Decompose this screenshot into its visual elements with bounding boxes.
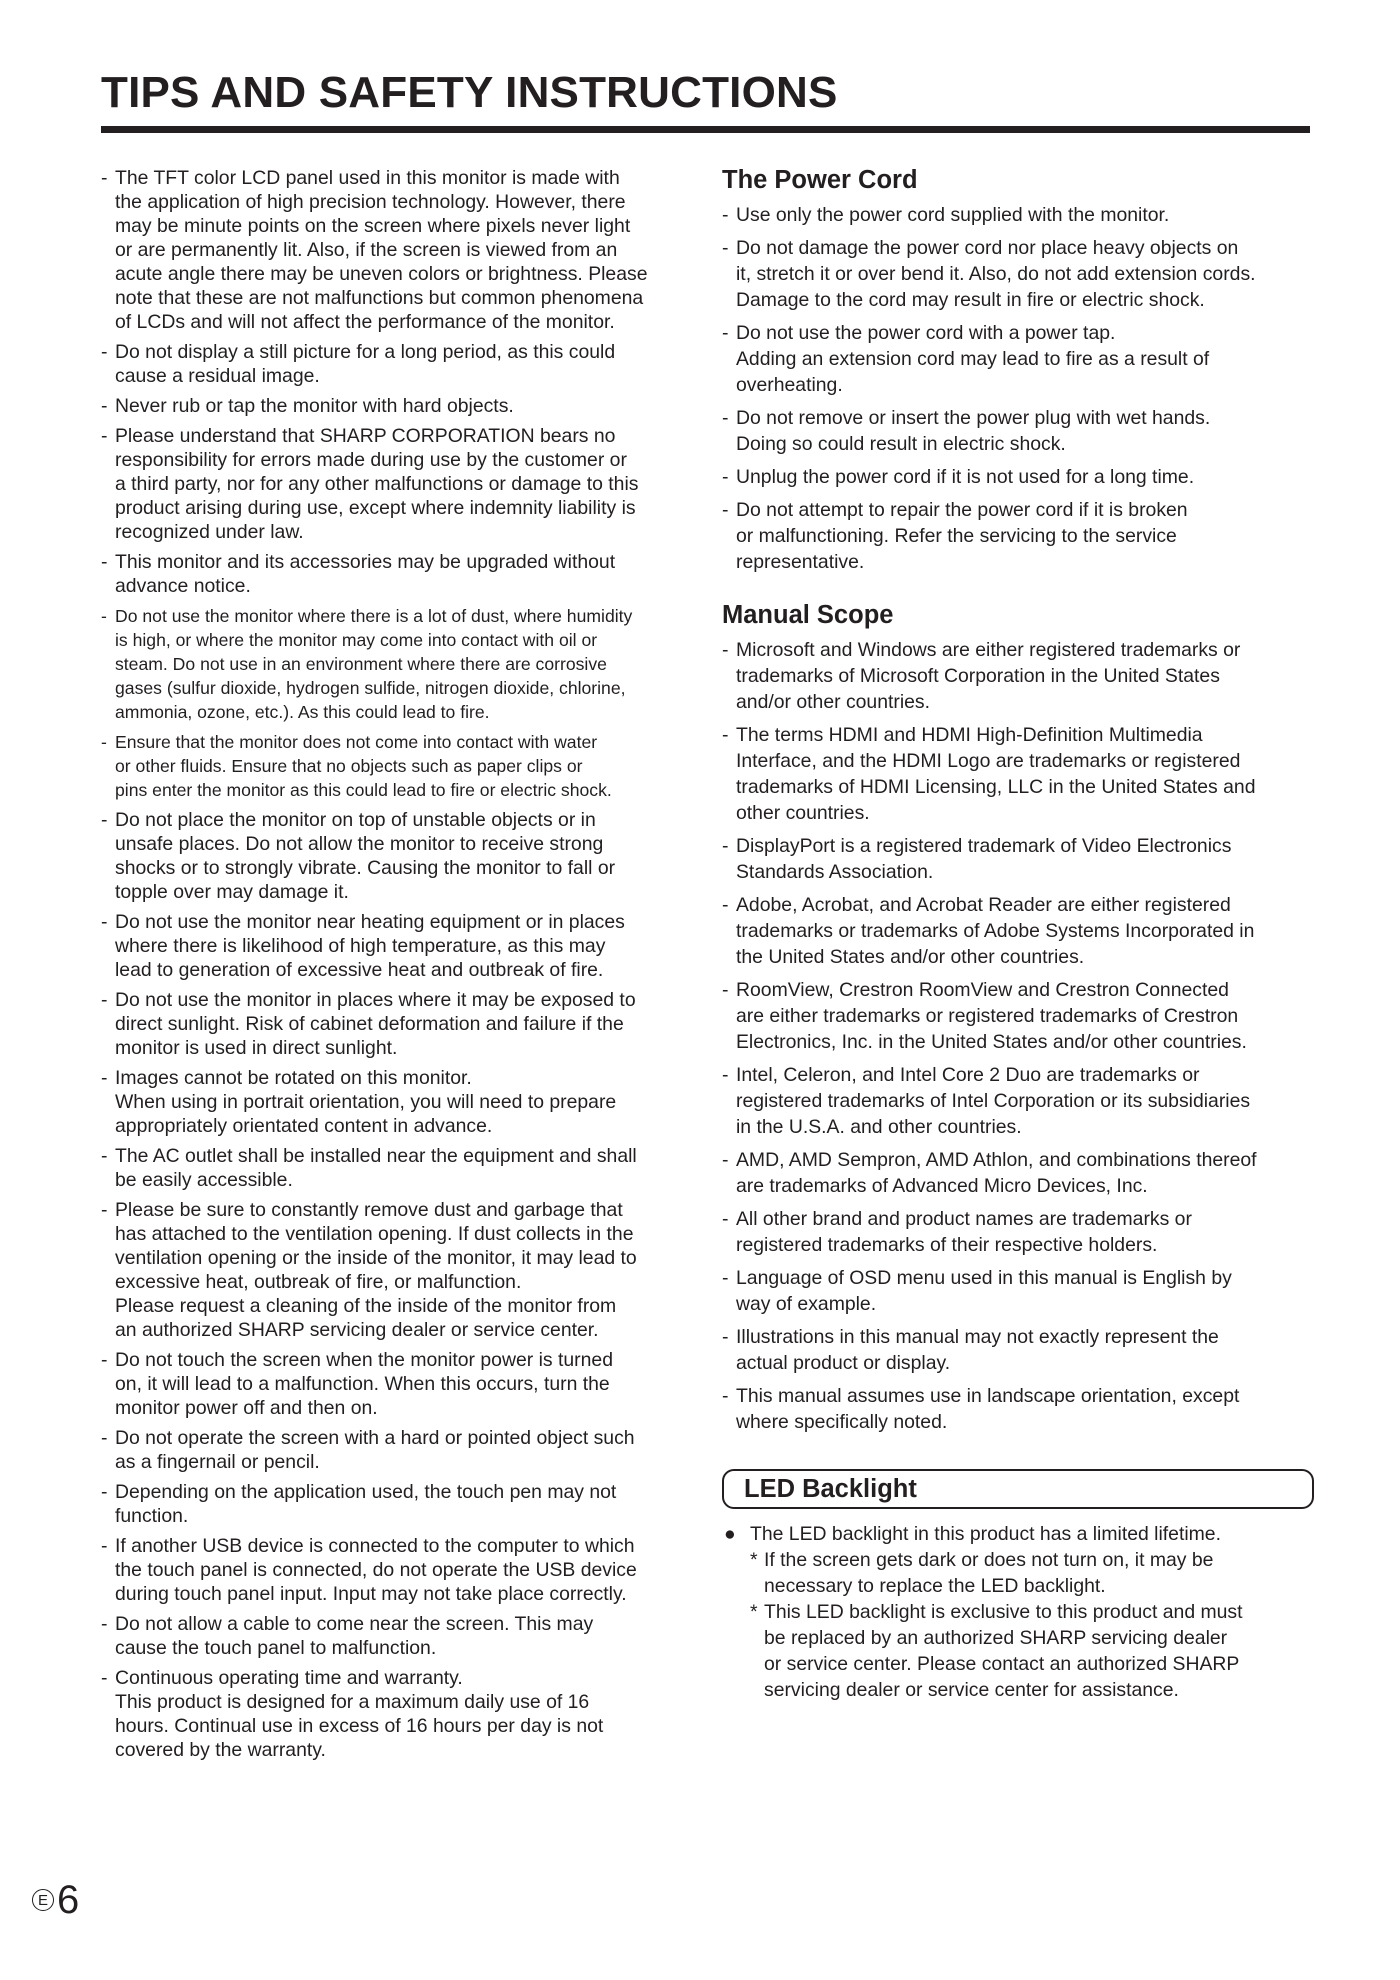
led-notes [722,1547,1314,1703]
right-column [722,164,1314,1703]
list-item: - Language of OSD menu used in this manual is English by way of example. [722,1265,1314,1317]
list-item: - Do not attempt to repair the power cord if it is broken or malfunctioning. Refer the servicing to the service representative. [722,497,1314,575]
note-item: * This LED backlight is exclusive to this product and must be replaced by an authorized SHARP servicing dealer or service center. Please contact an authorized SHARP servicing dealer or service center for assistance. [750,1599,1314,1703]
list-item: - Do not display a still picture for a long period, as this could cause a residual image. [101,340,691,388]
list-item: - The AC outlet shall be installed near the equipment and shall be easily accessible. [101,1144,691,1192]
page-footer [32,1880,79,1920]
list-item: - Unplug the power cord if it is not used for a long time. [722,464,1314,490]
list-item: - If another USB device is connected to the computer to which the touch panel is connected, do not operate the USB device during touch panel input. Input may not take place correctly. [101,1534,691,1606]
page-title: TIPS AND SAFETY INSTRUCTIONS [101,68,838,117]
list-item: - Ensure that the monitor does not come into contact with water or other fluids. Ensure that no objects such as paper clips or pins enter the monitor as this could lead to fire or electric shock. [101,730,691,802]
list-item: - Please be sure to constantly remove dust and garbage that has attached to the ventilation opening. If dust collects in the ventilation opening or the inside of the monitor, it may lead to excessive heat, outbreak of fire, or malfunction. Please request a cleaning of the inside of the monitor from an authorized SHARP servicing dealer or service center. [101,1198,691,1342]
list-item: - Do not use the monitor in places where it may be exposed to direct sunlight. Risk of cabinet deformation and failure if the monitor is used in direct sunlight. [101,988,691,1060]
manual-scope-list [722,637,1314,1435]
list-item: - Do not allow a cable to come near the screen. This may cause the touch panel to malfunction. [101,1612,691,1660]
list-item: - Do not use the monitor near heating equipment or in places where there is likelihood of high temperature, as this may lead to generation of excessive heat and outbreak of fire. [101,910,691,982]
list-item: - Illustrations in this manual may not exactly represent the actual product or display. [722,1324,1314,1376]
list-item: - The terms HDMI and HDMI High-Definition Multimedia Interface, and the HDMI Logo are trademarks or registered trademarks of HDMI Licensing, LLC in the United States and other countries. [722,722,1314,826]
led-bullet-text: The LED backlight in this product has a limited lifetime. [750,1523,1221,1545]
language-mark-icon: E [32,1889,54,1911]
list-item: - This monitor and its accessories may be upgraded without advance notice. [101,550,691,598]
list-item: - Do not place the monitor on top of unstable objects or in unsafe places. Do not allow the monitor to receive strong shocks or to strongly vibrate. Causing the monitor to fall or topple over may damage it. [101,808,691,904]
list-item: - Do not use the power cord with a power tap. Adding an extension cord may lead to fire as a result of overheating. [722,320,1314,398]
list-item: - All other brand and product names are trademarks or registered trademarks of their respective holders. [722,1206,1314,1258]
manual-scope-heading: Manual Scope [722,601,894,629]
list-item: - Adobe, Acrobat, and Acrobat Reader are either registered trademarks or trademarks of Adobe Systems Incorporated in the United States and/or other countries. [722,892,1314,970]
list-item: - Depending on the application used, the touch pen may not function. [101,1480,691,1528]
left-column [101,166,691,1768]
power-cord-heading: The Power Cord [722,166,918,194]
list-item: - Do not damage the power cord nor place heavy objects on it, stretch it or over bend it. Also, do not add extension cords. Damage to the cord may result in fire or electric shock. [722,235,1314,313]
safety-list [101,166,691,1762]
list-item: - Do not touch the screen when the monitor power is turned on, it will lead to a malfunction. When this occurs, turn the monitor power off and then on. [101,1348,691,1420]
list-item: - This manual assumes use in landscape orientation, except where specifically noted. [722,1383,1314,1435]
list-item: - The TFT color LCD panel used in this monitor is made with the application of high precision technology. However, there may be minute points on the screen where pixels never light or are permanently lit. Also, if the screen is viewed from an acute angle there may be uneven colors or brightness. Please note that these are not malfunctions but common phenomena of LCDs and will not affect the performance of the monitor. [101,166,691,334]
list-item: - Do not operate the screen with a hard or pointed object such as a fingernail or pencil. [101,1426,691,1474]
list-item: - Images cannot be rotated on this monitor. When using in portrait orientation, you will need to prepare appropriately orientated content in advance. [101,1066,691,1138]
list-item: - Do not use the monitor where there is a lot of dust, where humidity is high, or where the monitor may come into contact with oil or steam. Do not use in an environment where there are corrosive gases (sulfur dioxide, hydrogen sulfide, nitrogen dioxide, chlorine, ammonia, ozone, etc.). As this could lead to fire. [101,604,691,724]
list-item: - RoomView, Crestron RoomView and Crestron Connected are either trademarks or registered trademarks of Crestron Electronics, Inc. in the United States and/or other countries. [722,977,1314,1055]
led-bullet-item [724,1521,1314,1547]
list-item: - Intel, Celeron, and Intel Core 2 Duo are trademarks or registered trademarks of Intel Corporation or its subsidiaries in the U.S.A. and other countries. [722,1062,1314,1140]
led-backlight-section [722,1521,1314,1703]
list-item: - Never rub or tap the monitor with hard objects. [101,394,691,418]
page-number: 6 [57,1878,80,1922]
bullet-icon: ● [724,1523,736,1545]
power-cord-list [722,202,1314,575]
list-item: - AMD, AMD Sempron, AMD Athlon, and combinations thereof are trademarks of Advanced Micro Devices, Inc. [722,1147,1314,1199]
led-backlight-heading: LED Backlight [722,1469,1314,1509]
list-item: - Do not remove or insert the power plug with wet hands. Doing so could result in electric shock. [722,405,1314,457]
list-item: - Please understand that SHARP CORPORATION bears no responsibility for errors made during use by the customer or a third party, nor for any other malfunctions or damage to this product arising during use, except where indemnity liability is recognized under law. [101,424,691,544]
title-rule [101,126,1310,133]
list-item: - Continuous operating time and warranty. This product is designed for a maximum daily use of 16 hours. Continual use in excess of 16 hours per day is not covered by the warranty. [101,1666,691,1762]
list-item: - Use only the power cord supplied with the monitor. [722,202,1314,228]
list-item: - Microsoft and Windows are either registered trademarks or trademarks of Microsoft Corporation in the United States and/or other countries. [722,637,1314,715]
note-item: * If the screen gets dark or does not turn on, it may be necessary to replace the LED backlight. [750,1547,1314,1599]
list-item: - DisplayPort is a registered trademark of Video Electronics Standards Association. [722,833,1314,885]
